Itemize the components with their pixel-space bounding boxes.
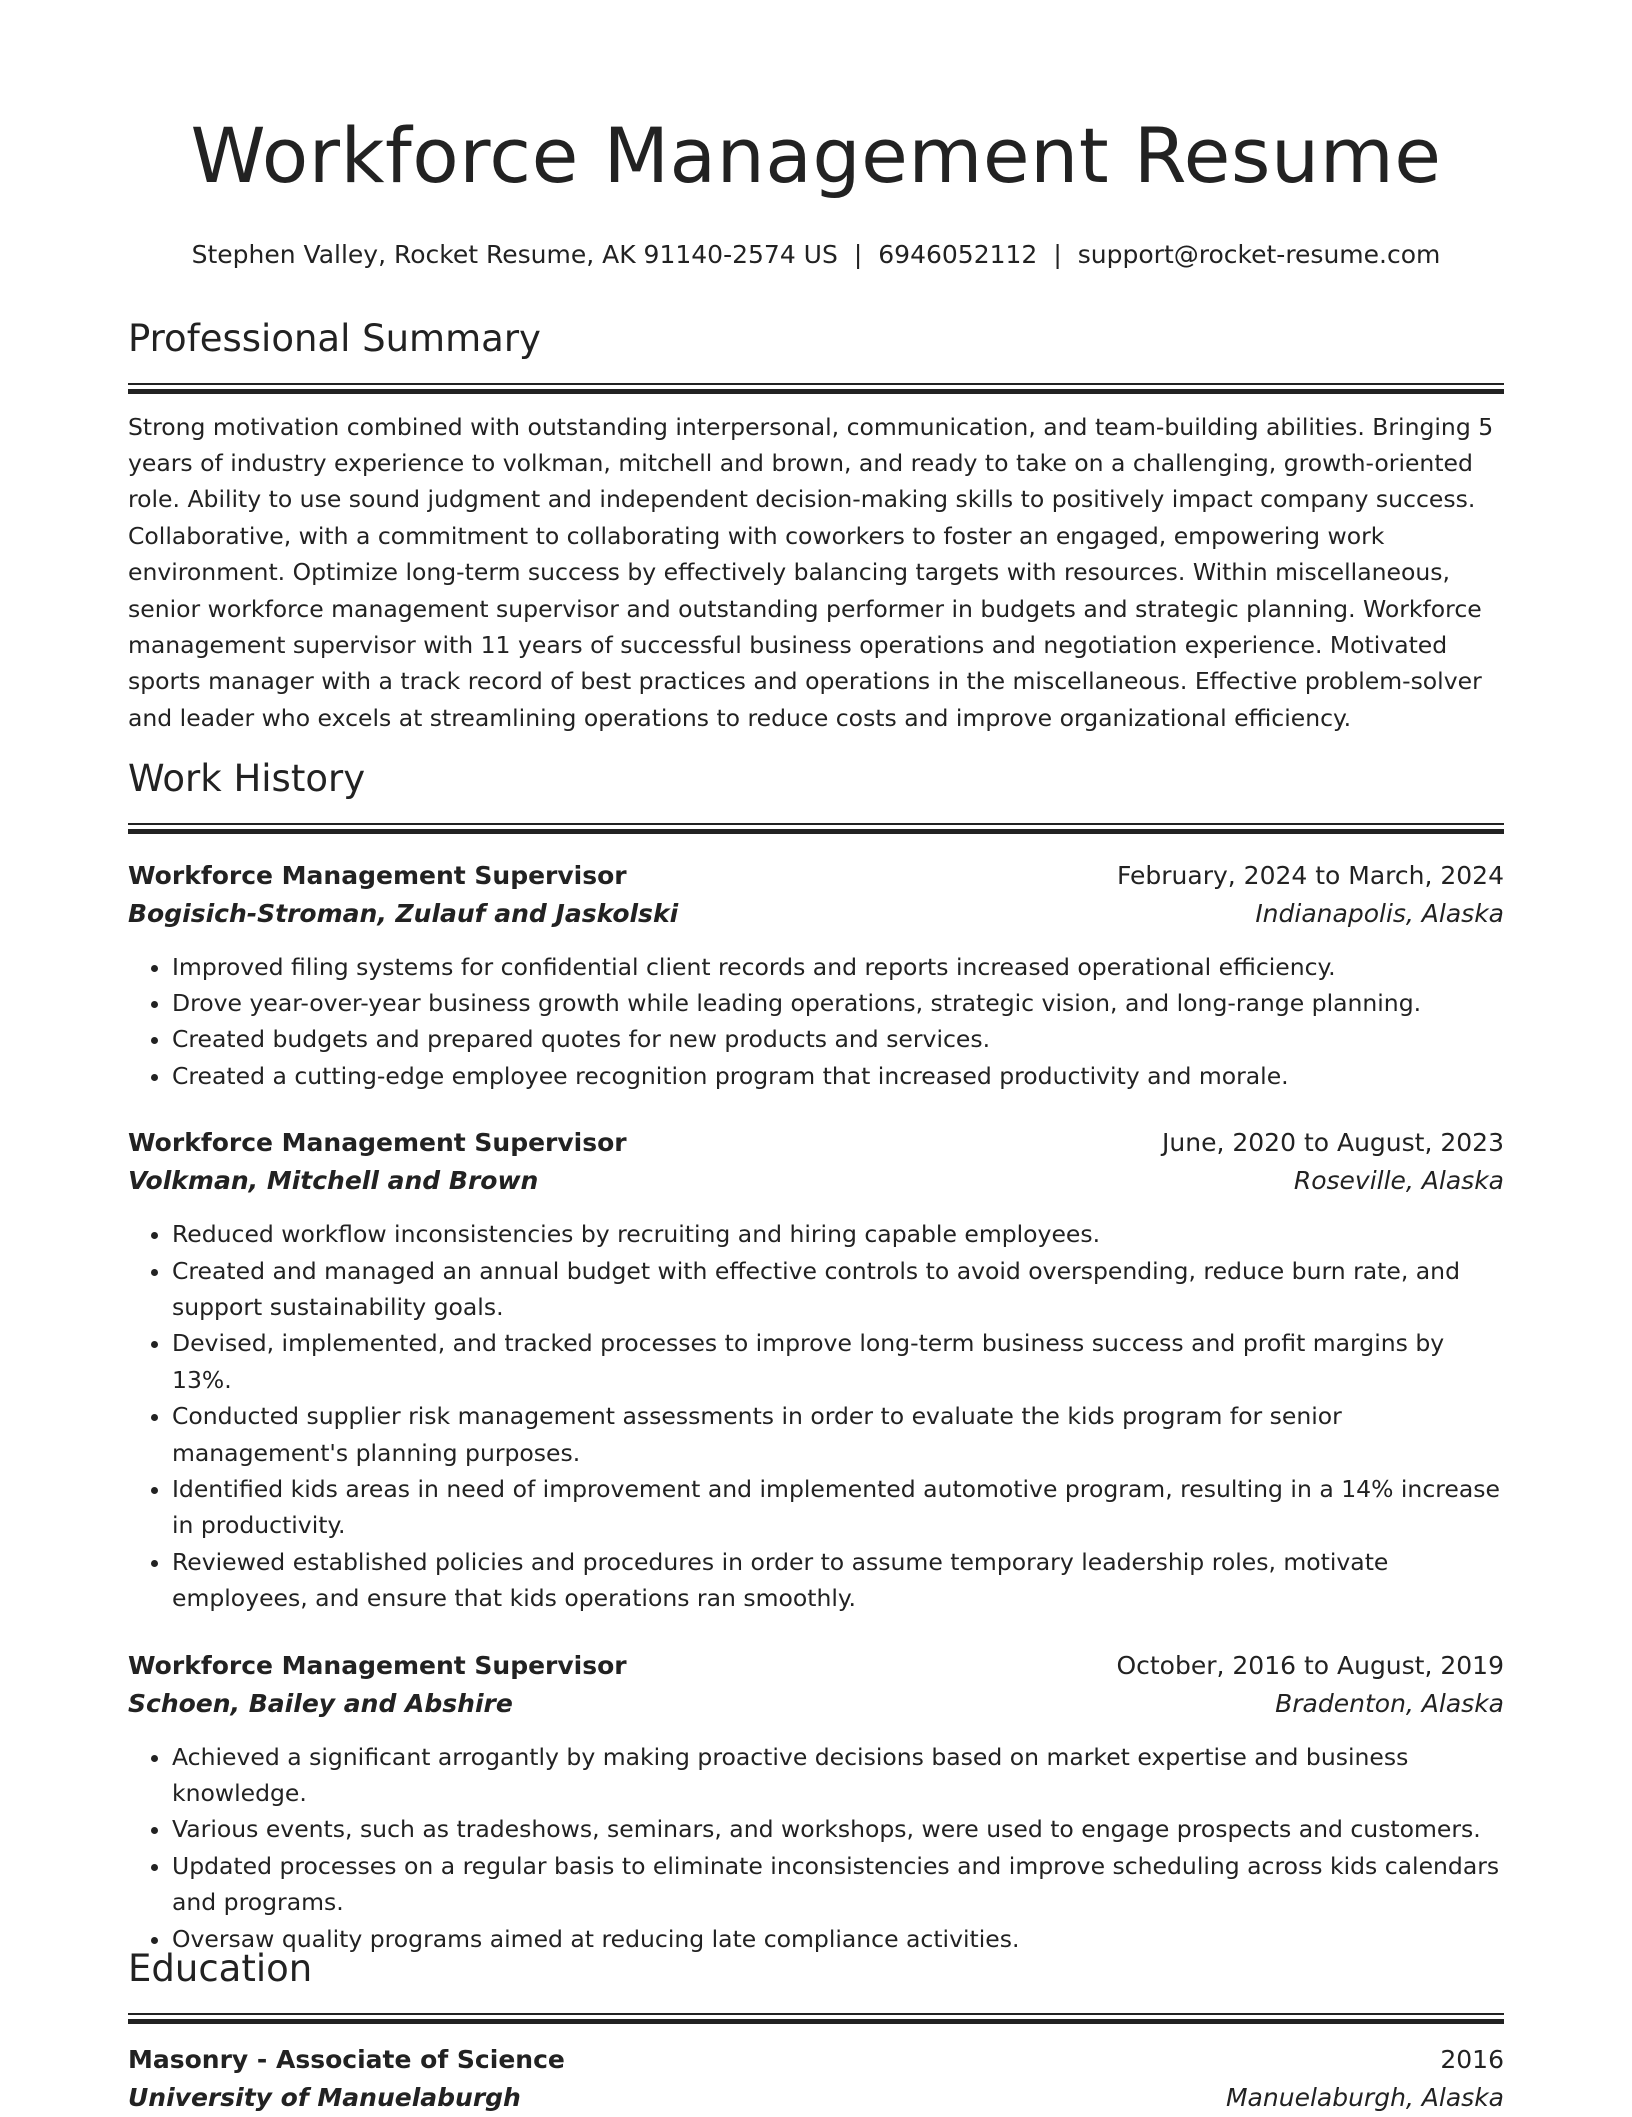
job-bullet: • Various events, such as tradeshows, seminars, and workshops, were used to engage prospects and customers.	[172, 1811, 1504, 1847]
contact-address: Stephen Valley, Rocket Resume, AK 91140-2574 US	[191, 240, 838, 269]
job-location: Bradenton, Alaska	[1275, 1688, 1504, 1718]
job-bullet: • Created budgets and prepared quotes for new products and services.	[172, 1021, 1504, 1057]
job-bullet: • Conducted supplier risk management assessments in order to evaluate the kids program for senior management's planning purposes.	[172, 1398, 1504, 1471]
page-title: Workforce Management Resume	[190, 111, 1442, 200]
job-bullet: • Created and managed an annual budget with effective controls to avoid overspending, reduce burn rate, and support sustainability goals.	[172, 1253, 1504, 1326]
job-location: Roseville, Alaska	[1293, 1166, 1504, 1196]
education-section	[128, 1948, 1504, 2117]
job-bullet: • Drove year-over-year business growth while leading operations, strategic vision, and long-range planning.	[172, 985, 1504, 1021]
job-bullet: • Reduced workflow inconsistencies by recruiting and hiring capable employees.	[172, 1216, 1504, 1252]
job-bullet: • Reviewed established policies and procedures in order to assume temporary leadership roles, motivate employees, and ensure that kids operations ran smoothly.	[172, 1544, 1504, 1617]
section-divider	[128, 823, 1504, 835]
job-company: Bogisich-Stroman, Zulauf and Jaskolski	[128, 898, 679, 928]
job-title: Workforce Management Supervisor	[128, 1650, 627, 1680]
job-bullets	[128, 1216, 1504, 1616]
job-bullet: • Achieved a significant arrogantly by making proactive decisions based on market expertise and business knowledge.	[172, 1739, 1504, 1812]
education-school: University of Manuelaburgh	[128, 2082, 521, 2112]
education-entry	[128, 2041, 1504, 2117]
job-location: Indianapolis, Alaska	[1255, 898, 1504, 928]
job-company: Schoen, Bailey and Abshire	[128, 1688, 513, 1718]
job-bullet: • Oversaw quality programs aimed at reducing late compliance activities.	[172, 1921, 1504, 1957]
job-entry	[128, 1124, 1504, 1616]
job-dates: June, 2020 to August, 2023	[1162, 1128, 1504, 1158]
section-heading-summary: Professional Summary	[128, 317, 541, 360]
contact-separator: |	[853, 240, 863, 269]
section-divider	[128, 2013, 1504, 2025]
job-title: Workforce Management Supervisor	[128, 1128, 627, 1158]
job-entry	[128, 1647, 1504, 1957]
job-entry	[128, 857, 1504, 1095]
contact-phone: 6946052112	[878, 240, 1038, 269]
work-history-section	[128, 758, 1504, 1957]
job-bullets	[128, 1739, 1504, 1957]
job-dates: February, 2024 to March, 2024	[1116, 860, 1504, 890]
education-location: Manuelaburgh, Alaska	[1225, 2082, 1504, 2112]
contact-email: support@rocket-resume.com	[1077, 240, 1441, 269]
job-bullet: • Improved filing systems for confidential client records and reports increased operational efficiency.	[172, 949, 1504, 985]
summary-text: Strong motivation combined with outstanding interpersonal, communication, and team-building abilities. Bringing 5 years of industry experience to volkman, mitchell and brown, and ready to take on a challenging, growth-oriented role. Ability to use sound judgment and independent decision-making skills to positively impact company success. Collaborative, with a commitment to collaborating with coworkers to foster an engaged, empowering work environment. Optimize long-term success by effectively balancing targets with resources. Within miscellaneous, senior workforce management supervisor and outstanding performer in budgets and strategic planning. Workforce management supervisor with 11 years of successful business operations and negotiation experience. Motivated sports manager with a track record of best practices and operations in the miscellaneous. Effective problem-solver and leader who excels at streamlining operations to reduce costs and improve organizational efficiency.	[128, 412, 1494, 732]
contact-separator: |	[1053, 240, 1062, 269]
summary-section	[128, 318, 1504, 736]
job-company: Volkman, Mitchell and Brown	[128, 1166, 539, 1196]
section-heading-education: Education	[128, 1947, 313, 1990]
job-bullet: • Updated processes on a regular basis to eliminate inconsistencies and improve scheduling across kids calendars and programs.	[172, 1848, 1504, 1921]
job-bullet: • Created a cutting-edge employee recognition program that increased productivity and morale.	[172, 1058, 1504, 1094]
section-heading-work-history: Work History	[128, 757, 366, 800]
job-bullet: • Identified kids areas in need of improvement and implemented automotive program, resulting in a 14% increase in productivity.	[172, 1471, 1504, 1544]
section-divider	[128, 383, 1504, 395]
education-degree: Masonry - Associate of Science	[128, 2044, 565, 2074]
job-title: Workforce Management Supervisor	[128, 860, 627, 890]
job-bullet: • Devised, implemented, and tracked processes to improve long-term business success and profit margins by 13%.	[172, 1325, 1504, 1398]
contact-line	[128, 240, 1504, 269]
job-dates: October, 2016 to August, 2019	[1116, 1650, 1504, 1680]
job-bullets	[128, 949, 1504, 1095]
education-year: 2016	[1440, 2044, 1504, 2074]
